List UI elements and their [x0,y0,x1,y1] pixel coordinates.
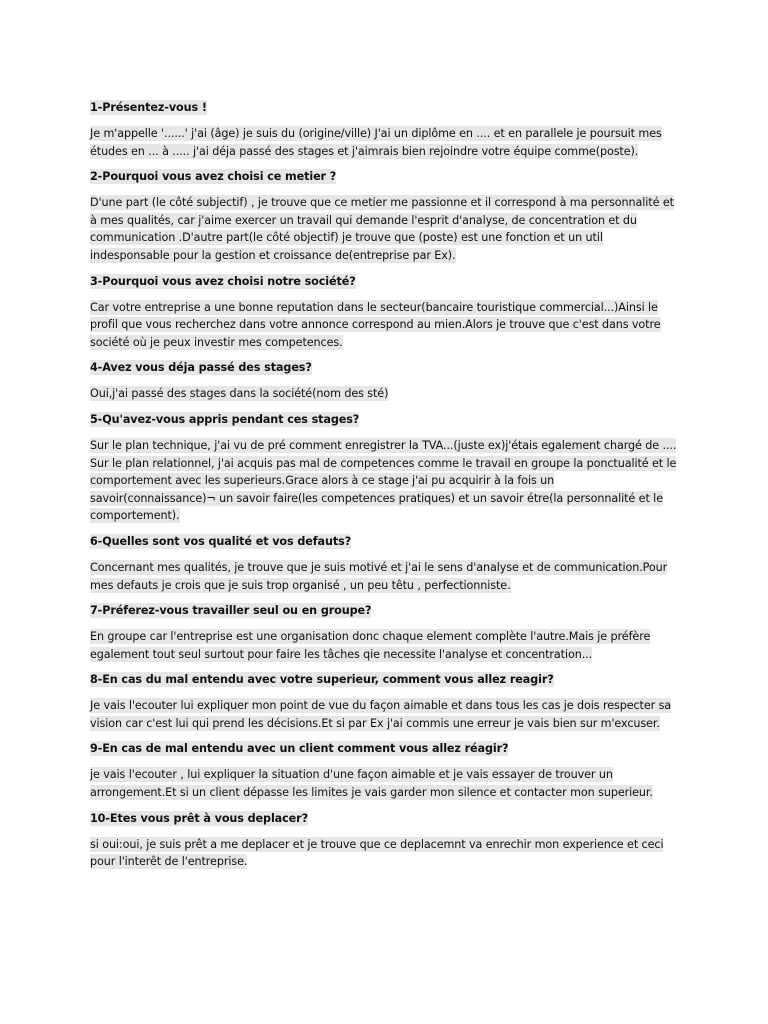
answer-paragraph: Je vais l'ecouter lui expliquer mon point de vue du façon aimable et dans tous les cas je dois respecter sa vision car c'est lui qui prend les décisions.Et si par Ex j'ai commis une erreur je vais bien sur m'excuser. [90,699,672,730]
qa-block-9 [90,740,680,801]
question-heading: 1-Présentez-vous ! [90,101,207,114]
question-heading: 8-En cas du mal entendu avec votre superieur, comment vous allez reagir? [90,673,554,687]
qa-block-7 [90,602,680,663]
question-heading: 9-En cas de mal entendu avec un client comment vous allez réagir? [90,742,509,756]
answer-paragraph: Je m'appelle '......' j'ai (âge) je suis du (origine/ville) J'ai un diplôme en .... et en parallele je poursuit mes études en ... à ..... j'ai déja passé des stages et j'aimrais bien rejoindre votre équipe comme(poste). [90,127,662,158]
qa-block-4 [90,359,680,403]
qa-block-8 [90,671,680,732]
answer-paragraph: Oui,j'ai passé des stages dans la société(nom des sté) [90,387,389,401]
question-heading: 7-Préferez-vous travailler seul ou en groupe? [90,604,372,618]
answer-paragraph: Car votre entreprise a une bonne reputation dans le secteur(bancaire touristique commercial...)Ainsi le profil que vous recherchez dans votre annonce correspond au mien.Alors je trouve que c'est dans votre société où je peux investir mes competences. [90,300,661,349]
question-heading: 3-Pourquoi vous avez choisi notre société? [90,274,356,288]
answer-paragraph: Sur le plan technique, j'ai vu de pré comment enregistrer la TVA...(juste ex)j'étais egalement chargé de .... Sur le plan relationnel, j'ai acquis pas mal de competences comme le travail en groupe la ponctualité et le comportement avec les superieurs.Grace alors à ce stage j'ai pu acquirir à la fois un savoir(connaissance)¬ un savoir faire(les competences pratiques) et un savoir étre(la personnalité et le comportement). [90,438,677,523]
answer-paragraph: je vais l'ecouter , lui expliquer la situation d'une façon aimable et je vais essayer de trouver un arrongement.Et si un client dépasse les limites je vais garder mon silence et contacter mon superieur. [90,768,653,800]
question-heading: 2-Pourquoi vous avez choisi ce metier ? [90,170,337,184]
question-heading: 6-Quelles sont vos qualité et vos defauts? [90,534,352,548]
qa-block-5 [90,411,680,525]
qa-block-3 [90,273,680,352]
question-heading: 5-Qu'avez-vous appris pendant ces stages? [90,412,360,426]
question-heading: 4-Avez vous déja passé des stages? [90,361,312,375]
document-page [90,99,680,879]
qa-block-2 [90,168,680,264]
question-heading: 10-Etes vous prêt à vous deplacer? [90,811,308,825]
qa-block-6 [90,533,680,594]
qa-block-10 [90,810,680,871]
answer-paragraph: D'une part (le côté subjectif) , je trouve que ce metier me passionne et il correspond à ma personnalité et à mes qualités, car j'aime exercer un travail qui demande l'esprit d'analyse, de concentration et du communication .D'autre part(le côté objectif) je trouve que (poste) est une fonction et un util indesponsable pour la gestion et croissance de(entreprise par Ex). [90,196,674,262]
answer-paragraph: si oui:oui, je suis prêt a me deplacer et je trouve que ce deplacemnt va enrechir mon experience et ceci pour l'interêt de l'entreprise. [90,837,664,869]
answer-paragraph: Concernant mes qualités, je trouve que je suis motivé et j'ai le sens d'analyse et de communication.Pour mes defauts je crois que je suis trop organisé , un peu têtu , perfectionniste. [90,560,668,592]
qa-block-1 [90,99,680,160]
answer-paragraph: En groupe car l'entreprise est une organisation donc chaque element complète l'autre.Mais je préfère egalement tout seul surtout pour faire les tâches qie necessite l'analyse et concentration... [90,630,651,661]
